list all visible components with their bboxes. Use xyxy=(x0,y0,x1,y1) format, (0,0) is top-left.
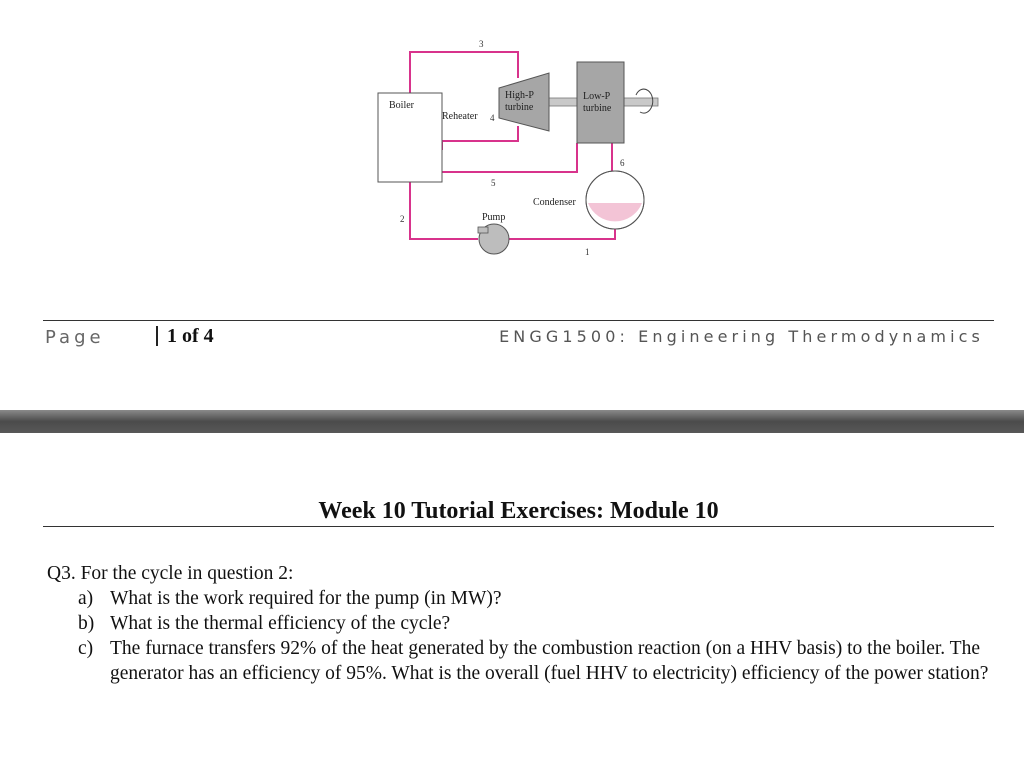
item-text: What is the thermal efficiency of the cycle? xyxy=(110,613,451,634)
question-item-b xyxy=(47,611,992,636)
label-pump: Pump xyxy=(482,212,506,223)
label-reheater: Reheater xyxy=(442,111,478,122)
state-point-4: 4 xyxy=(490,113,495,123)
label-condenser: Condenser xyxy=(533,197,576,208)
page-label: Page xyxy=(45,327,105,348)
state-point-1: 1 xyxy=(585,247,590,257)
page-number: 1 of 4 xyxy=(167,325,214,347)
label-low-p-line2: turbine xyxy=(583,103,612,114)
item-letter: a) xyxy=(78,588,94,609)
page-footer xyxy=(43,320,994,351)
label-low-p-line1: Low-P xyxy=(583,91,611,102)
pipe-hp-turbine-to-reheater xyxy=(442,126,518,150)
pump-nozzle xyxy=(478,227,488,233)
page-break-divider xyxy=(0,410,1024,433)
state-point-6: 6 xyxy=(620,158,625,168)
rankine-cycle-diagram xyxy=(360,0,680,270)
label-high-p-line1: High-P xyxy=(505,90,534,101)
page-separator xyxy=(156,326,158,346)
state-point-3: 3 xyxy=(479,39,484,49)
state-point-5: 5 xyxy=(491,178,496,188)
question-item-a xyxy=(47,586,992,611)
pipe-reheater-to-lp-turbine xyxy=(442,143,577,172)
question-heading: Q3. For the cycle in question 2: xyxy=(47,563,294,584)
question-block xyxy=(47,561,992,686)
tutorial-title: Week 10 Tutorial Exercises: Module 10 xyxy=(43,497,994,527)
course-title: ENGG1500: Engineering Thermodynamics xyxy=(499,327,984,346)
item-letter: c) xyxy=(78,638,94,659)
label-boiler: Boiler xyxy=(389,100,414,111)
question-item-c xyxy=(47,636,992,686)
pipe-condenser-to-pump xyxy=(509,228,615,239)
state-point-2: 2 xyxy=(400,214,405,224)
pipe-pump-to-boiler xyxy=(410,182,478,239)
label-high-p-line2: turbine xyxy=(505,102,534,113)
item-letter: b) xyxy=(78,613,95,634)
item-text: The furnace transfers 92% of the heat generated by the combustion reaction (on a HHV basis) to the boiler. The generator has an efficiency of 95%. What is the overall (fuel HHV to electricity) efficiency of the power station? xyxy=(110,638,989,684)
item-text: What is the work required for the pump (in MW)? xyxy=(110,588,502,609)
